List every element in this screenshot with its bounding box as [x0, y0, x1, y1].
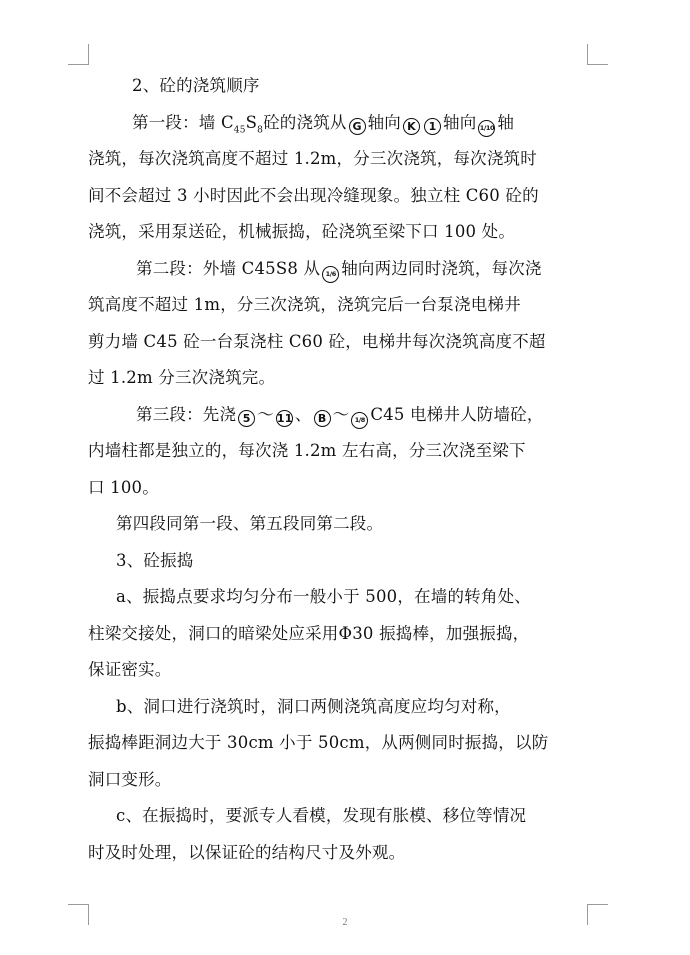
paragraph-stage2-line1	[88, 251, 588, 288]
text-run: ～	[332, 404, 350, 424]
paragraph-stage1-line4: 浇筑，采用泵送砼，机械振捣，砼浇筑至梁下口 100 处。	[88, 222, 516, 241]
axis-marker-1: 1	[424, 118, 441, 135]
subscript: 8	[257, 124, 264, 135]
axis-marker-k: K	[403, 118, 420, 135]
axis-marker-11: 11	[276, 411, 293, 425]
axis-marker-b: B	[314, 410, 331, 427]
paragraph-c-line2: 时及时处理，以保证砼的结构尺寸及外观。	[88, 842, 406, 862]
paragraph-b-line3: 洞口变形。	[88, 769, 172, 789]
axis-marker-1-10: 1/10	[478, 120, 495, 137]
text-run: 轴向两边同时浇筑，每次浇	[341, 258, 542, 278]
paragraph-a-line2: 柱梁交接处，洞口的暗梁处应采用Φ30 振捣棒，加强振捣，	[88, 623, 530, 643]
axis-marker-5: 5	[238, 410, 255, 427]
text-run: 砼的浇筑从	[263, 112, 347, 132]
text-run: 第二段：外墙 C45S8 从	[136, 258, 321, 278]
paragraph-stage2-line2: 筑高度不超过 1m，分三次浇筑，浇筑完后一台泵浇电梯井	[88, 295, 521, 314]
text-run: 第一段：墙 C	[132, 112, 234, 132]
paragraph-stage3-line3: 口 100。	[88, 477, 159, 497]
paragraph-c-line1: c、在振捣时，要派专人看模，发现有胀模、移位等情况	[116, 806, 527, 825]
paragraph-b-line2: 振捣棒距洞边大于 30cm 小于 50cm，从两侧同时振捣，以防	[88, 733, 549, 752]
paragraph-stage2-line4: 过 1.2m 分三次浇筑完。	[88, 368, 276, 387]
page-number: 2	[342, 917, 348, 928]
text-run: 、	[294, 404, 312, 424]
document-body	[88, 68, 588, 871]
paragraph-stage1-line2: 浇筑，每次浇筑高度不超过 1.2m，分三次浇筑，每次浇筑时	[88, 149, 537, 168]
paragraph-a-line3: 保证密实。	[88, 660, 172, 679]
paragraph-stage3-line1	[88, 397, 588, 434]
text-run: 第三段：先浇	[136, 404, 237, 424]
paragraph-stage1-line3: 间不会超过 3 小时因此不会出现冷缝现象。独立柱 C60 砼的	[88, 185, 539, 205]
subscript: 45	[233, 124, 246, 135]
text-run: 轴向	[367, 112, 401, 132]
corner-mark-top-right	[587, 44, 608, 65]
paragraph-stage1-line1	[88, 105, 588, 142]
section-heading-vibration: 3、砼振捣	[116, 550, 194, 570]
paragraph-stage3-line2: 内墙柱都是独立的，每次浇 1.2m 左右高，分三次浇至梁下	[88, 441, 526, 460]
text-run: 轴	[497, 112, 515, 132]
section-heading-pouring-order: 2、砼的浇筑顺序	[132, 76, 260, 95]
paragraph-stage2-line3: 剪力墙 C45 砼一台泵浇柱 C60 砼，电梯井每次浇筑高度不超	[88, 331, 546, 351]
text-run: ～	[257, 404, 274, 424]
axis-marker-1-6: 1/6	[322, 266, 339, 283]
axis-marker-1-8: 1/8	[351, 412, 368, 429]
text-run: C45 电梯井人防墙砼，	[370, 404, 544, 424]
text-run: 轴向	[443, 112, 477, 132]
paragraph-b-line1: b、洞口进行浇筑时，洞口两侧浇筑高度应均匀对称，	[116, 696, 511, 716]
axis-marker-g: G	[349, 118, 366, 135]
corner-mark-top-left	[68, 44, 89, 65]
paragraph-a-line1: a、振捣点要求均匀分布一般小于 500，在墙的转角处、	[116, 587, 531, 606]
paragraph-stage4-5: 第四段同第一段、第五段同第二段。	[116, 514, 384, 533]
text-run: S	[245, 112, 258, 132]
